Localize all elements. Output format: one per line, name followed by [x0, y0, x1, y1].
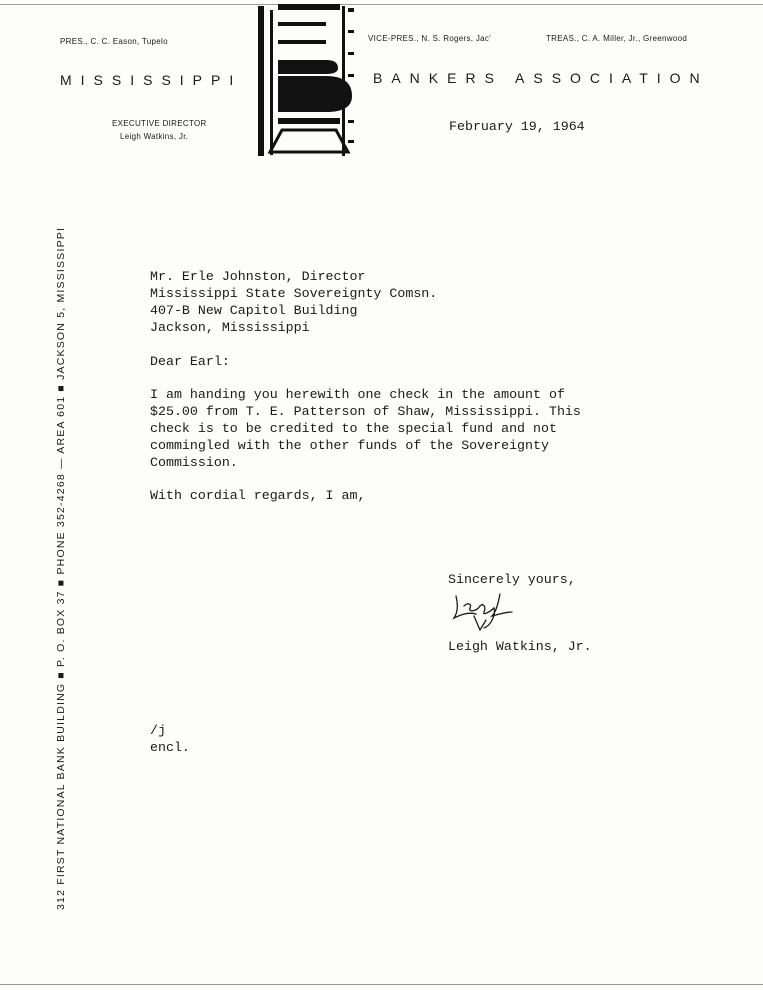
salutation: Dear Earl:: [150, 354, 230, 369]
body-line: Commission.: [150, 455, 238, 470]
president-label: PRES., C. C. Eason, Tupelo: [60, 37, 168, 46]
vice-president-label: VICE-PRES., N. S. Rogers, Jac': [368, 34, 492, 43]
top-edge-line: [0, 4, 763, 5]
body-line: $25.00 from T. E. Patterson of Shaw, Mississippi. This: [150, 404, 581, 419]
closing: Sincerely yours,: [448, 572, 576, 587]
recipient-line: 407-B New Capitol Building: [150, 303, 358, 318]
org-name-right: BANKERS ASSOCIATION: [373, 70, 709, 86]
body-line: check is to be credited to the special fund and not: [150, 421, 557, 436]
executive-director-title: EXECUTIVE DIRECTOR: [112, 119, 207, 128]
body-line: I am handing you herewith one check in the amount of: [150, 387, 565, 402]
org-name-left: MISSISSIPPI: [60, 72, 243, 88]
treasurer-label: TREAS., C. A. Miller, Jr., Greenwood: [546, 34, 688, 43]
recipient-line: Mississippi State Sovereignty Comsn.: [150, 286, 438, 301]
letter-body: [150, 386, 581, 471]
handwritten-signature: [450, 590, 522, 632]
executive-director-name: Leigh Watkins, Jr.: [120, 132, 189, 141]
typist-initials: /j: [150, 723, 166, 738]
recipient-line: Jackson, Mississippi: [150, 320, 310, 335]
signer-name: Leigh Watkins, Jr.: [448, 639, 592, 654]
bankers-association-logo: [252, 0, 364, 160]
regards-line: With cordial regards, I am,: [150, 488, 366, 503]
letter-date: February 19, 1964: [449, 119, 585, 134]
side-address-text: 312 FIRST NATIONAL BANK BUILDING ■ P. O. BOX 37 ■ PHONE 352-4268 — AREA 601 ■ JACKSON 5, MISSISSIPPI: [55, 226, 67, 910]
body-line: commingled with the other funds of the Sovereignty: [150, 438, 549, 453]
bottom-edge-line: [0, 984, 763, 985]
enclosure-note: encl.: [150, 740, 190, 755]
recipient-address: [150, 268, 437, 336]
recipient-line: Mr. Erle Johnston, Director: [150, 269, 366, 284]
